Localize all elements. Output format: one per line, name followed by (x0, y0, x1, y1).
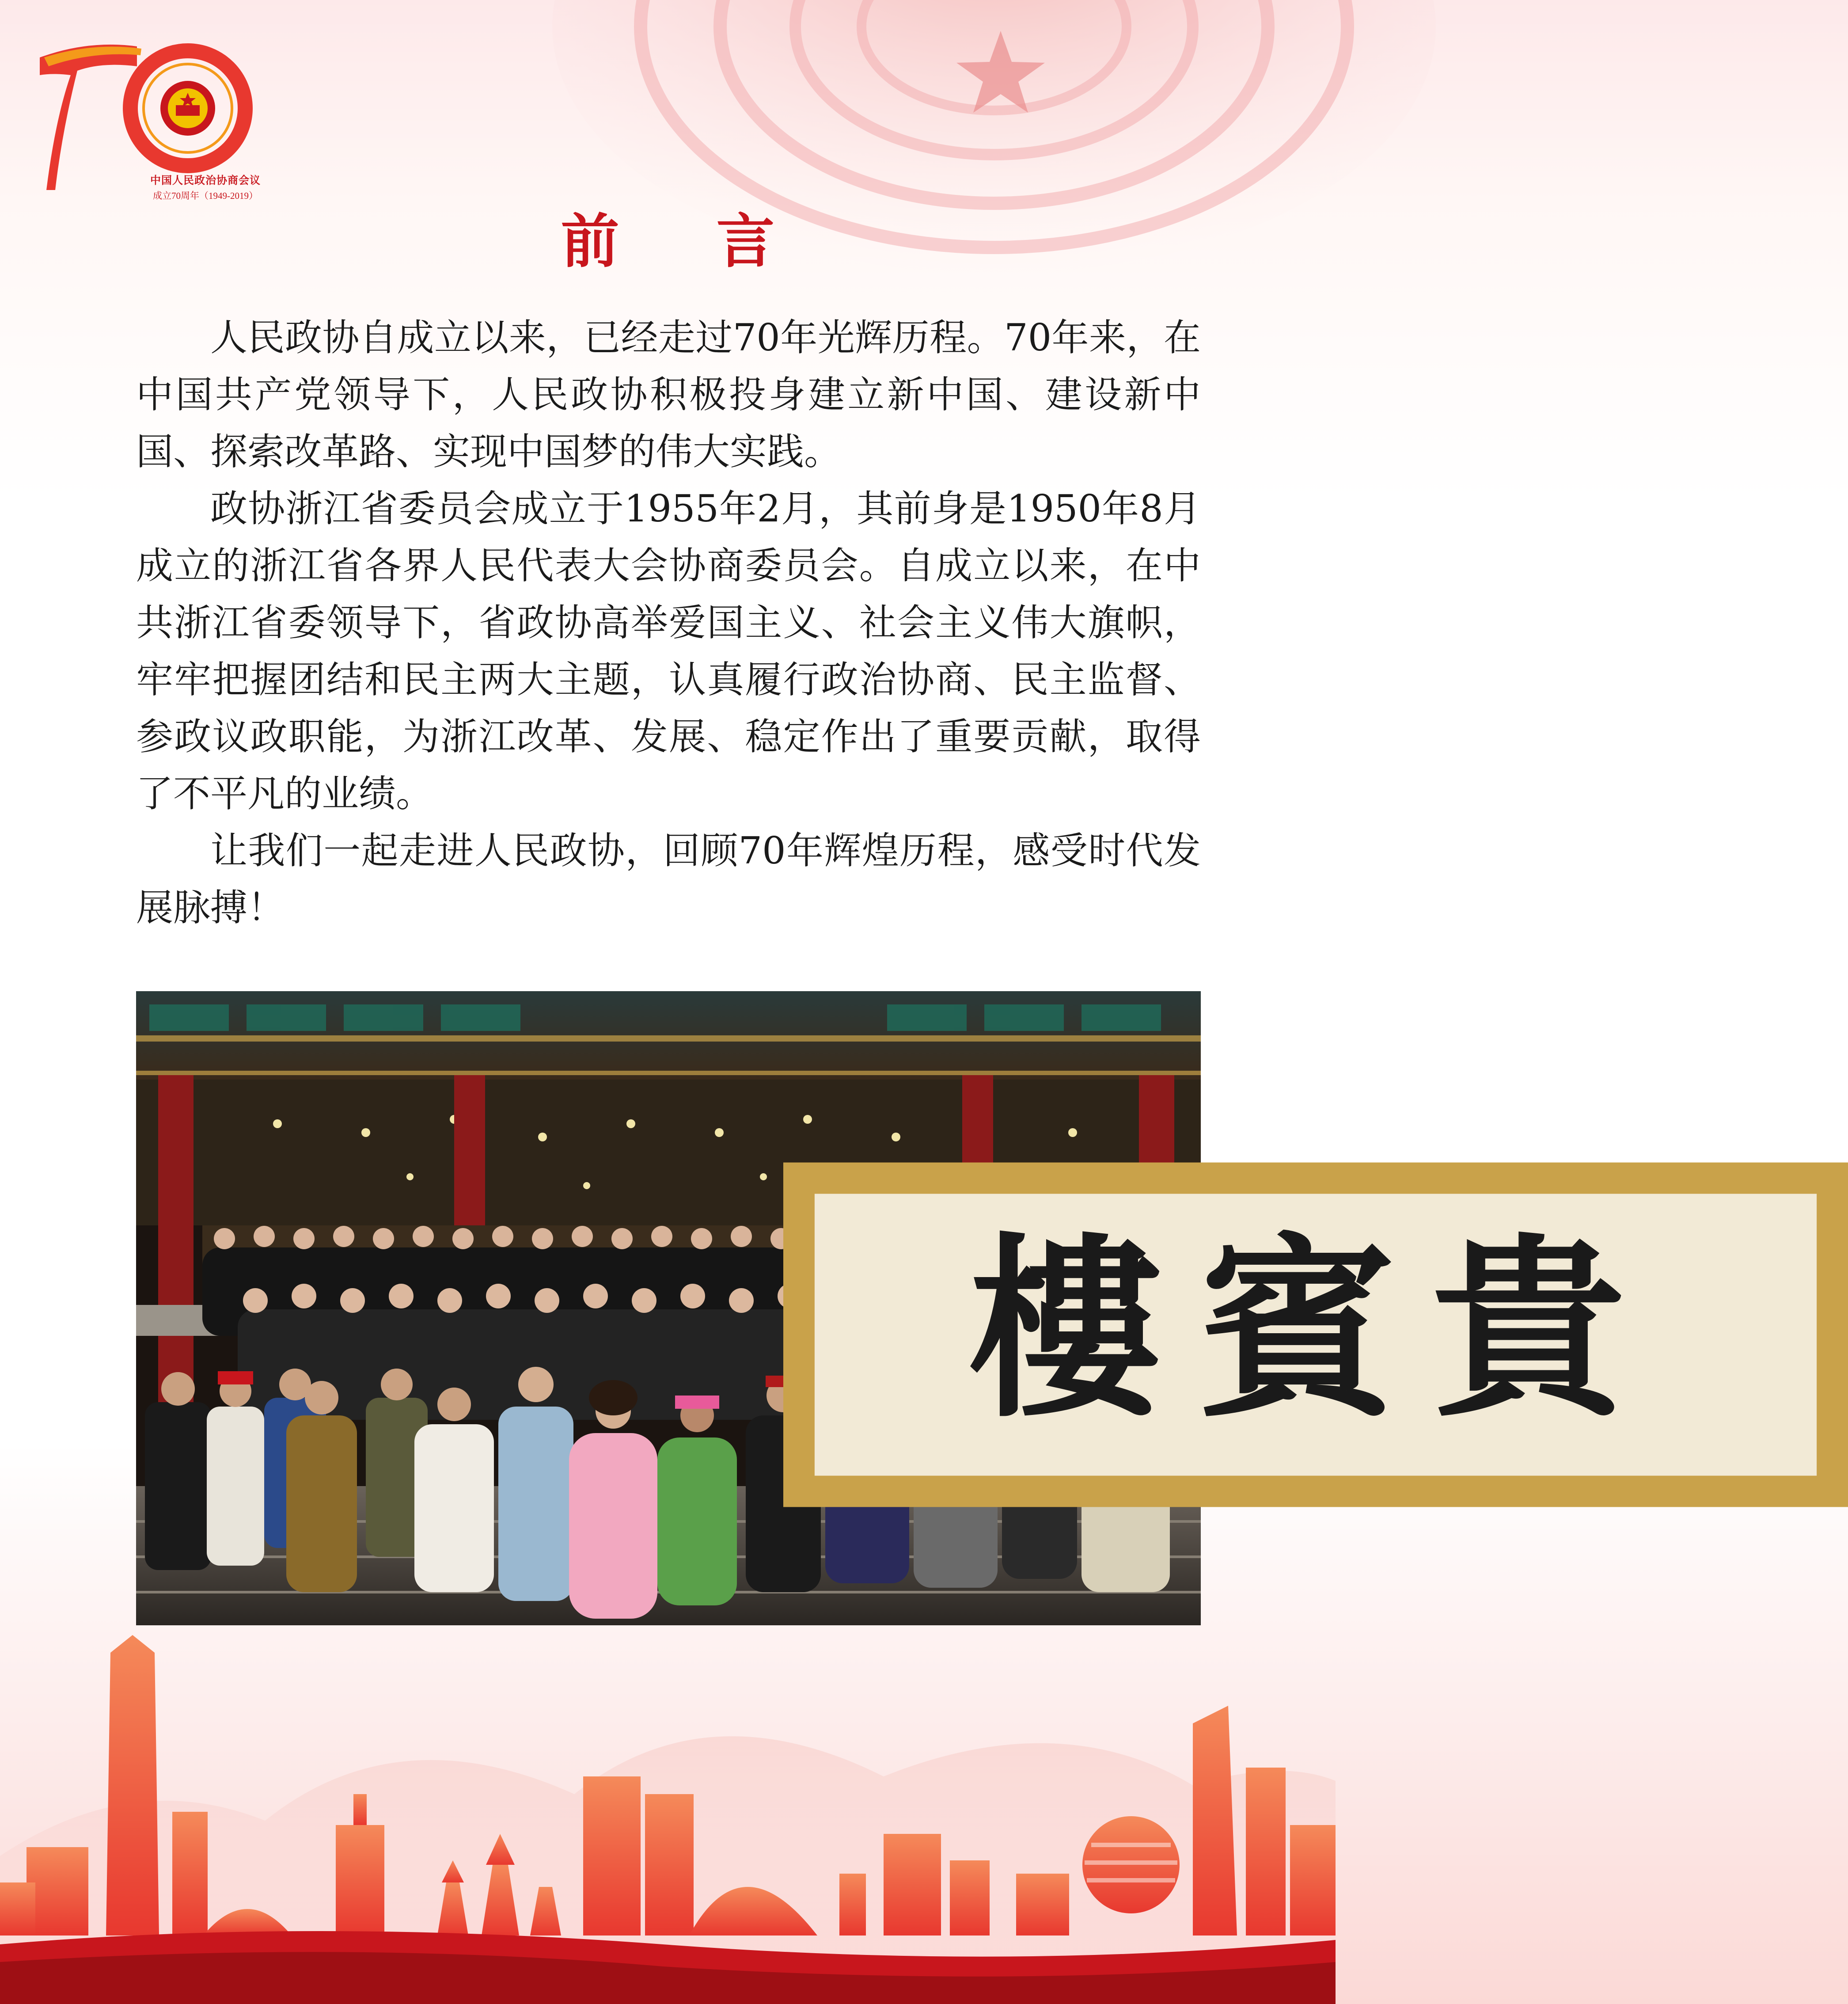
city-skyline-decoration (0, 1635, 1336, 2004)
plaque-text: 樓賓貴 (968, 1215, 1663, 1444)
cppcc-70-logo (35, 31, 265, 208)
building-plaque (783, 1018, 1848, 1652)
logo-line-1: 中国人民政治协商会议 (150, 175, 261, 186)
paragraph-3: 让我们一起走进人民政协，回顾70年辉煌历程，感受时代发展脉搏！ (136, 829, 1201, 929)
page-title: 前言 (561, 207, 872, 276)
group-photo (136, 991, 1663, 1625)
paragraph-2: 政协浙江省委员会成立于1955年2月，其前身是1950年8月成立的浙江省各界人民代表大会协商委员会。自成立以来，在中共浙江省委领导下，省政协高举爱国主义、社会主义伟大旗帜，牢牢把握团结和民主两大主题，认真履行政治协商、民主监督、参政议政职能，为浙江改革、发展、稳定作出了重要贡献，取得了不平凡的业绩。 (136, 487, 1201, 815)
logo-line-2: 成立70周年（1949-2019） (153, 190, 258, 201)
paragraph-1: 人民政协自成立以来，已经走过70年光辉历程。70年来，在中国共产党领导下，人民政协积极投身建立新中国、建设新中国、探索改革路、实现中国梦的伟大实践。 (136, 316, 1201, 473)
preface-body (136, 309, 1201, 936)
